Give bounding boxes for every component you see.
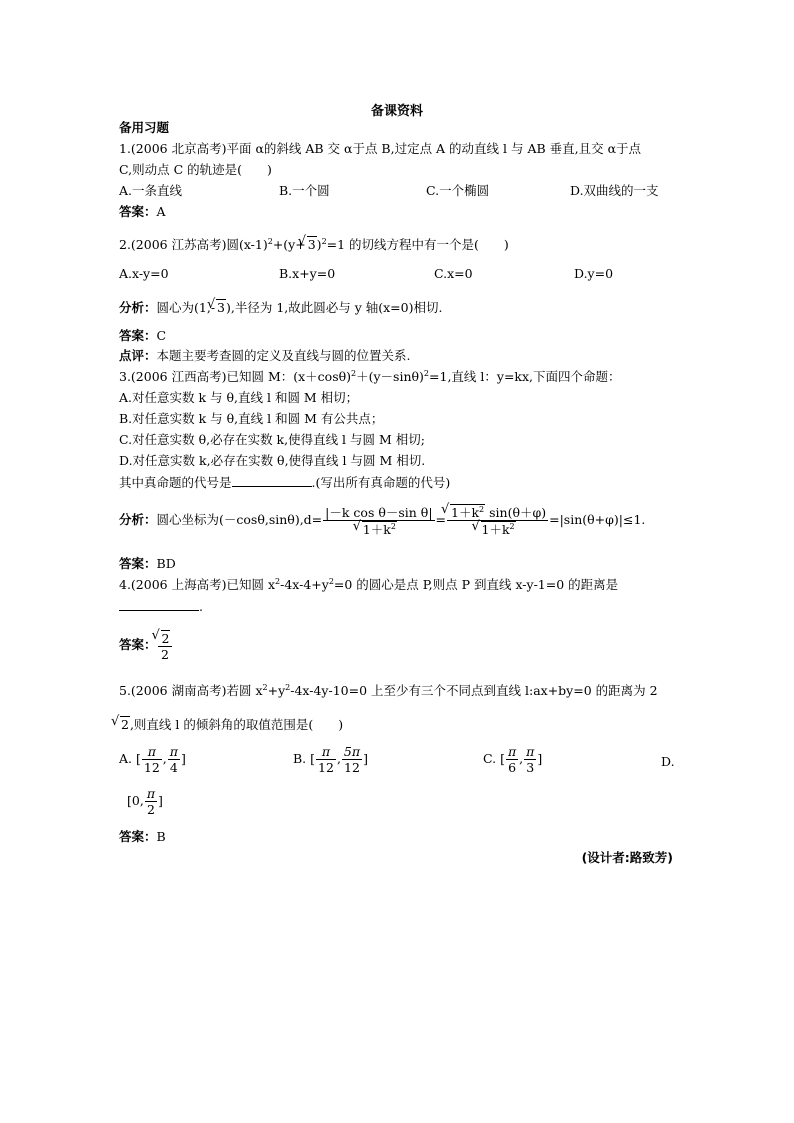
q4-stem: 4.(2006 上海高考)已知圆 $x^2-4x-4+y^2=0$ 的圆心是点 P,则点 P 到直线 x-y-1=0 的距离是 [119,577,619,592]
q2-answer: 答案：C [119,328,167,343]
q1-option-c: C.一个椭圆 [426,183,490,198]
answer-label: 答案： [119,204,157,219]
fraction: √ $\frac{2}{2}$ [158,630,173,662]
q5-answer: 答案：B [119,829,166,844]
page-title: 备课资料 [370,104,423,119]
section-heading: 备用习题 [119,120,170,135]
q2-option-c: C.x=0 [434,266,473,281]
answer-blank [232,474,312,487]
answer-blank [119,598,199,611]
q1-answer [119,204,166,220]
fraction: |－k cos θ－sin θ| √ $1+k^2$ [323,505,434,537]
q3-item-a: A.对任意实数 k 与 θ,直线 l 和圆 M 相切； [119,390,359,405]
answer-value: A [156,204,166,219]
q5-option-c: C. [ $\frac{\pi}{6}$ , $\frac{\pi}{3}$ ] [483,744,543,775]
q3-item-d: D.对任意实数 k,必存在实数 θ,使得直线 l 与圆 M 相切. [119,453,426,468]
q2-option-a: A.x-y=0 [119,266,169,281]
q5-option-d-label: D. [661,754,675,769]
fraction: √ $1+k^2$ sin(θ＋φ) √ $1+k^2$ [447,504,548,537]
q1-option-d: D.双曲线的一支 [570,183,659,198]
q1-option-a: A.一条直线 [119,183,183,198]
q5-option-b: B. [ $\frac{\pi}{12}$ , $\frac{5\pi}{12}$ ] [293,744,368,775]
designer-credit: (设计者:路致芳) [581,850,673,865]
q2-analysis: 分析：圆心为(1,-√ 3),半径为 1,故此圆必与 y 轴(x=0)相切. [119,299,442,316]
q3-analysis: 分析：圆心坐标为(－cosθ,sinθ),d= |－k cos θ－sin θ| √ $1+k^2$ = √ $1+k^2$ sin(θ＋φ) √ $1+k^2$ =|sin(θ+φ)|≤1. [119,502,645,538]
q3-item-c: C.对任意实数 θ,必存在实数 k,使得直线 l 与圆 M 相切; [119,432,425,447]
q3-item-b: B.对任意实数 k 与 θ,直线 l 和圆 M 有公共点； [119,411,384,426]
q5-option-a: A. [ $\frac{\pi}{12}$ , $\frac{\pi}{4}$ ] [119,744,186,775]
q3-ask: 其中真命题的代号是 .(写出所有真命题的代号) [119,475,451,490]
q3-answer: 答案：BD [119,556,176,571]
q4-blank-line: . [119,598,203,615]
q1-option-b: B.一个圆 [279,183,330,198]
q2-stem: 2.(2006 江苏高考)圆$(x-1)^2+(y+√$ 3)$^2$=1 的切线方程中有一个是( ) [119,236,509,253]
q2-option-b: B.x+y=0 [279,266,336,281]
q1-stem-line1: 1.(2006 北京高考)平面 α的斜线 AB 交 α于点 B,过定点 A 的动直线 l 与 AB 垂直,且交 α于点 [119,141,642,156]
q2-comment: 点评：本题主要考查圆的定义及直线与圆的位置关系. [119,348,411,363]
q3-stem: 3.(2006 江西高考)已知圆 M：$(x+\cos\theta)^2+(y-\sin\theta)^2=1$,直线 l：y=kx,下面四个命题： [119,369,621,384]
q4-answer: 答案： √ $\frac{2}{2}$ [119,628,173,662]
q5-option-d: [0, $\frac{\pi}{2}$ ] [127,786,163,817]
q1-stem-line2: C,则动点 C 的轨迹是( ) [119,162,272,177]
q5-stem-line2: √ 2,则直线 l 的倾斜角的取值范围是( ) [119,716,343,733]
q5-stem: 5.(2006 湖南高考)若圆 $x^2+y^2-4x-4y-10=0$ 上至少有三个不同点到直线 l:ax+by=0 的距离为 2 [119,683,658,698]
q2-option-d: D.y=0 [574,266,614,281]
